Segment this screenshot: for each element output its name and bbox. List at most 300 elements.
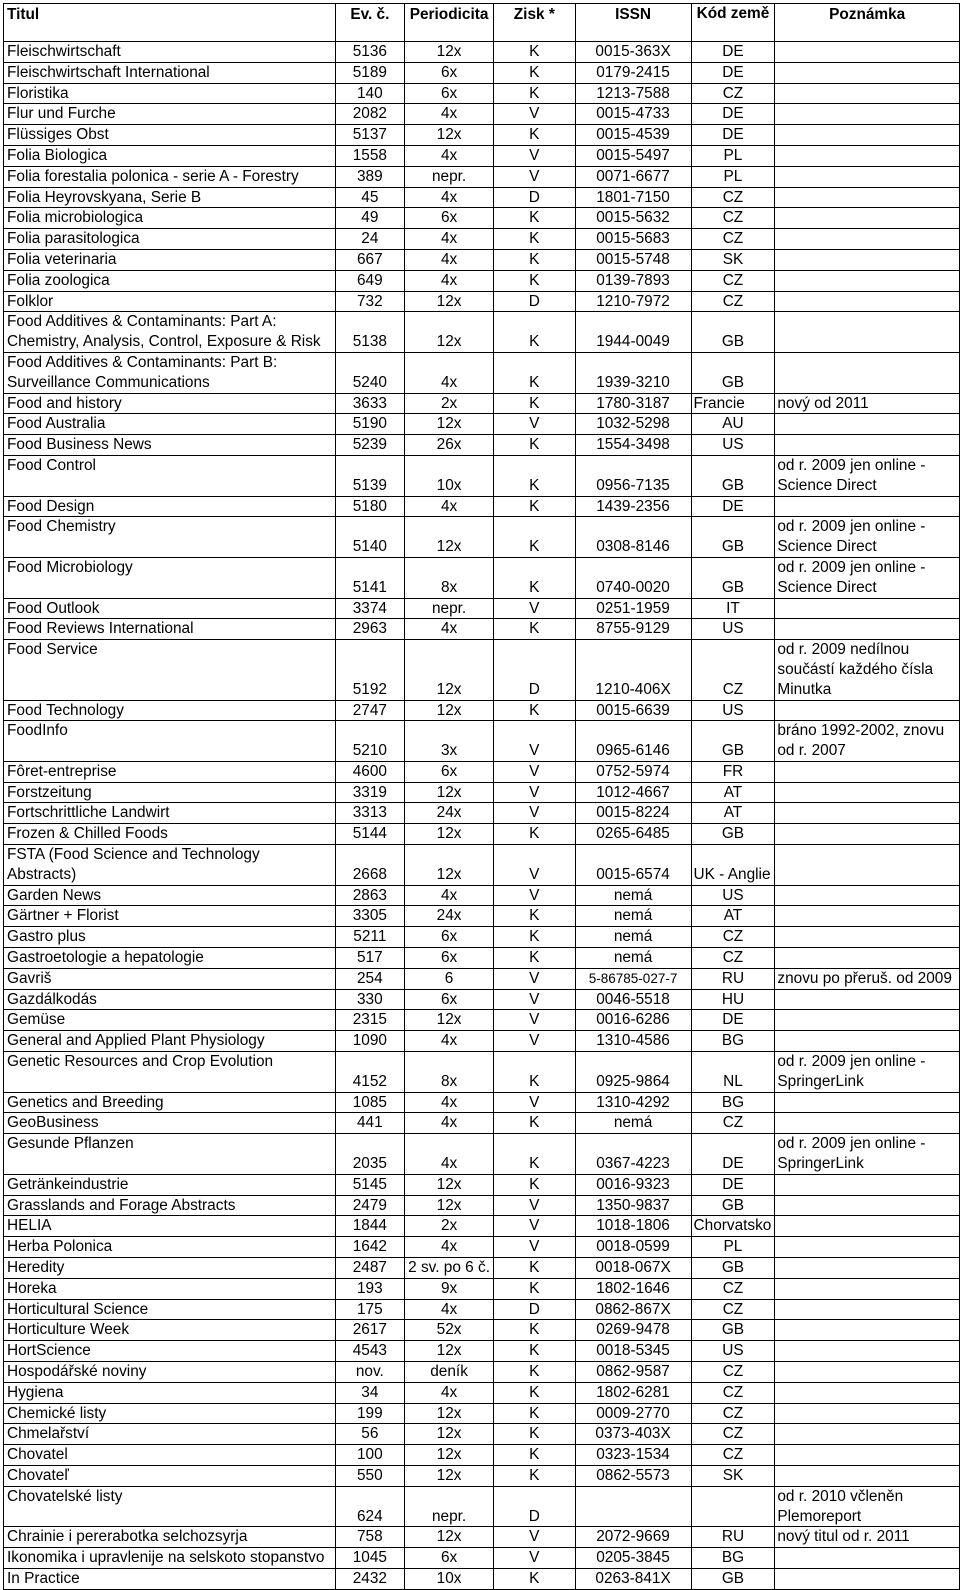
cell-note: [775, 782, 960, 803]
cell-title: Horeka: [4, 1278, 336, 1299]
table-row: [4, 761, 960, 782]
cell-country: US: [691, 619, 775, 640]
cell-note: [775, 496, 960, 517]
table-row: [4, 1278, 960, 1299]
cell-issn: 0308-8146: [575, 517, 691, 558]
table-row: [4, 1486, 960, 1527]
cell-country: US: [691, 700, 775, 721]
cell-country: CZ: [691, 1445, 775, 1466]
cell-country: DE: [691, 1174, 775, 1195]
cell-ev: 2479: [335, 1195, 405, 1216]
cell-ev: 5136: [335, 42, 405, 63]
cell-frequency: 12x: [405, 1465, 494, 1486]
cell-country: US: [691, 1341, 775, 1362]
cell-frequency: 4x: [405, 885, 494, 906]
cell-country: US: [691, 435, 775, 456]
cell-ev: 624: [335, 1486, 405, 1527]
cell-title: Chrainie i pererabotka selchozsyrja: [4, 1527, 336, 1548]
cell-country: AT: [691, 782, 775, 803]
cell-acquisition: V: [494, 761, 576, 782]
cell-frequency: 4x: [405, 270, 494, 291]
cell-country: GB: [691, 721, 775, 762]
cell-frequency: 6: [405, 968, 494, 989]
cell-acquisition: K: [494, 1320, 576, 1341]
cell-issn: 1210-7972: [575, 291, 691, 312]
cell-country: CZ: [691, 927, 775, 948]
cell-acquisition: K: [494, 455, 576, 496]
cell-issn: 1802-6281: [575, 1382, 691, 1403]
cell-note: [775, 291, 960, 312]
cell-title: Folia veterinaria: [4, 249, 336, 270]
table-row: [4, 1424, 960, 1445]
cell-country: GB: [691, 557, 775, 598]
cell-frequency: 4x: [405, 619, 494, 640]
cell-country: FR: [691, 761, 775, 782]
cell-note: [775, 1403, 960, 1424]
cell-issn: nemá: [575, 948, 691, 969]
cell-frequency: 24x: [405, 906, 494, 927]
cell-acquisition: V: [494, 989, 576, 1010]
cell-note: [775, 145, 960, 166]
cell-issn: 1213-7588: [575, 83, 691, 104]
cell-note: [775, 312, 960, 353]
cell-note: od r. 2009 jen online - SpringerLink: [775, 1134, 960, 1175]
table-row: [4, 1362, 960, 1383]
cell-issn: 0018-5345: [575, 1341, 691, 1362]
cell-frequency: 4x: [405, 1031, 494, 1052]
cell-acquisition: K: [494, 948, 576, 969]
cell-ev: 2082: [335, 104, 405, 125]
table-row: [4, 291, 960, 312]
cell-acquisition: K: [494, 1113, 576, 1134]
cell-frequency: 6x: [405, 761, 494, 782]
cell-ev: 4152: [335, 1052, 405, 1093]
cell-country: CZ: [691, 187, 775, 208]
cell-acquisition: V: [494, 1548, 576, 1569]
cell-ev: 2035: [335, 1134, 405, 1175]
cell-issn: 0071-6677: [575, 166, 691, 187]
cell-ev: 5190: [335, 414, 405, 435]
cell-ev: 2747: [335, 700, 405, 721]
cell-note: [775, 1195, 960, 1216]
cell-title: Fleischwirtschaft: [4, 42, 336, 63]
cell-note: [775, 1424, 960, 1445]
cell-note: [775, 598, 960, 619]
cell-country: Francie: [691, 393, 775, 414]
cell-acquisition: K: [494, 1403, 576, 1424]
cell-issn: 0018-067X: [575, 1258, 691, 1279]
cell-ev: 5240: [335, 352, 405, 393]
header-title: Titul: [4, 4, 336, 42]
cell-ev: 34: [335, 1382, 405, 1403]
cell-frequency: 12x: [405, 1341, 494, 1362]
cell-country: CZ: [691, 1424, 775, 1445]
cell-title: Fleischwirtschaft International: [4, 62, 336, 83]
cell-issn: 0015-4539: [575, 125, 691, 146]
cell-country: CZ: [691, 229, 775, 250]
cell-country: GB: [691, 1320, 775, 1341]
cell-note: [775, 1113, 960, 1134]
table-row: [4, 496, 960, 517]
cell-issn: 0373-403X: [575, 1424, 691, 1445]
cell-issn: 0367-4223: [575, 1134, 691, 1175]
cell-frequency: 4x: [405, 1299, 494, 1320]
cell-note: [775, 1258, 960, 1279]
cell-acquisition: V: [494, 145, 576, 166]
header-row: [4, 4, 960, 42]
cell-frequency: 4x: [405, 104, 494, 125]
header-country-code: Kód země: [691, 4, 775, 42]
cell-frequency: 12x: [405, 414, 494, 435]
cell-country: CZ: [691, 1362, 775, 1383]
cell-acquisition: K: [494, 906, 576, 927]
table-row: [4, 824, 960, 845]
cell-note: [775, 1362, 960, 1383]
cell-frequency: 4x: [405, 187, 494, 208]
header-frequency: Periodicita: [405, 4, 494, 42]
cell-ev: 517: [335, 948, 405, 969]
cell-ev: 4600: [335, 761, 405, 782]
cell-frequency: 12x: [405, 640, 494, 700]
cell-issn: 0205-3845: [575, 1548, 691, 1569]
table-row: [4, 352, 960, 393]
table-row: [4, 1237, 960, 1258]
cell-country: PL: [691, 1237, 775, 1258]
cell-title: Food Business News: [4, 435, 336, 456]
table-row: [4, 1195, 960, 1216]
cell-country: GB: [691, 1568, 775, 1589]
cell-acquisition: K: [494, 927, 576, 948]
cell-ev: 2863: [335, 885, 405, 906]
cell-issn: 0015-5683: [575, 229, 691, 250]
cell-title: Horticulture Week: [4, 1320, 336, 1341]
table-row: [4, 1258, 960, 1279]
cell-country: GB: [691, 455, 775, 496]
cell-ev: 441: [335, 1113, 405, 1134]
cell-frequency: 12x: [405, 1010, 494, 1031]
cell-title: Forstzeitung: [4, 782, 336, 803]
cell-issn: 1310-4292: [575, 1092, 691, 1113]
cell-ev: 2315: [335, 1010, 405, 1031]
cell-frequency: 4x: [405, 1113, 494, 1134]
cell-country: GB: [691, 1195, 775, 1216]
cell-country: PL: [691, 166, 775, 187]
cell-ev: 1090: [335, 1031, 405, 1052]
cell-ev: 24: [335, 229, 405, 250]
cell-frequency: 12x: [405, 1403, 494, 1424]
cell-acquisition: V: [494, 782, 576, 803]
cell-title: HortScience: [4, 1341, 336, 1362]
cell-note: [775, 187, 960, 208]
cell-acquisition: K: [494, 496, 576, 517]
cell-ev: 254: [335, 968, 405, 989]
table-row: [4, 435, 960, 456]
cell-acquisition: V: [494, 721, 576, 762]
cell-acquisition: K: [494, 125, 576, 146]
cell-frequency: 6x: [405, 62, 494, 83]
cell-acquisition: V: [494, 414, 576, 435]
cell-title: Gärtner + Florist: [4, 906, 336, 927]
cell-acquisition: K: [494, 1258, 576, 1279]
cell-issn: 1350-9837: [575, 1195, 691, 1216]
header-ev: Ev. č.: [335, 4, 405, 42]
cell-acquisition: V: [494, 968, 576, 989]
cell-frequency: nepr.: [405, 1486, 494, 1527]
cell-issn: 5-86785-027-7: [575, 968, 691, 989]
table-row: [4, 948, 960, 969]
cell-title: Chovatelské listy: [4, 1486, 336, 1527]
cell-note: [775, 208, 960, 229]
cell-note: [775, 700, 960, 721]
cell-acquisition: K: [494, 1424, 576, 1445]
cell-issn: 0752-5974: [575, 761, 691, 782]
cell-acquisition: V: [494, 1092, 576, 1113]
table-row: [4, 270, 960, 291]
table-row: [4, 229, 960, 250]
cell-acquisition: D: [494, 1299, 576, 1320]
cell-note: [775, 1568, 960, 1589]
cell-ev: 1642: [335, 1237, 405, 1258]
cell-country: CZ: [691, 270, 775, 291]
cell-country: DE: [691, 42, 775, 63]
cell-issn: [575, 1486, 691, 1527]
cell-issn: 8755-9129: [575, 619, 691, 640]
cell-ev: 140: [335, 83, 405, 104]
cell-frequency: 12x: [405, 125, 494, 146]
cell-frequency: nepr.: [405, 598, 494, 619]
cell-frequency: 6x: [405, 927, 494, 948]
cell-title: Food Service: [4, 640, 336, 700]
cell-issn: 0015-6574: [575, 845, 691, 886]
cell-acquisition: K: [494, 393, 576, 414]
header-note: Poznámka: [775, 4, 960, 42]
cell-country: DE: [691, 496, 775, 517]
cell-note: [775, 845, 960, 886]
cell-country: RU: [691, 1527, 775, 1548]
cell-note: [775, 62, 960, 83]
table-row: [4, 1299, 960, 1320]
cell-title: Chovateľ: [4, 1465, 336, 1486]
cell-issn: nemá: [575, 1113, 691, 1134]
cell-ev: 56: [335, 1424, 405, 1445]
cell-ev: 5211: [335, 927, 405, 948]
cell-title: Folklor: [4, 291, 336, 312]
table-row: [4, 312, 960, 353]
cell-frequency: 9x: [405, 1278, 494, 1299]
cell-acquisition: D: [494, 640, 576, 700]
table-row: [4, 782, 960, 803]
cell-note: [775, 1548, 960, 1569]
table-row: [4, 700, 960, 721]
cell-acquisition: K: [494, 1134, 576, 1175]
cell-issn: 0323-1534: [575, 1445, 691, 1466]
cell-acquisition: K: [494, 270, 576, 291]
cell-acquisition: K: [494, 557, 576, 598]
cell-acquisition: D: [494, 291, 576, 312]
cell-title: Food Design: [4, 496, 336, 517]
cell-ev: 550: [335, 1465, 405, 1486]
cell-issn: 1939-3210: [575, 352, 691, 393]
cell-issn: 0265-6485: [575, 824, 691, 845]
table-row: [4, 989, 960, 1010]
cell-frequency: 4x: [405, 1092, 494, 1113]
cell-frequency: 12x: [405, 42, 494, 63]
cell-note: [775, 42, 960, 63]
header-issn: ISSN: [575, 4, 691, 42]
cell-note: [775, 1278, 960, 1299]
cell-country: DE: [691, 125, 775, 146]
cell-title: Chemické listy: [4, 1403, 336, 1424]
cell-country: AU: [691, 414, 775, 435]
table-row: [4, 1092, 960, 1113]
cell-ev: 5141: [335, 557, 405, 598]
cell-frequency: 2x: [405, 393, 494, 414]
cell-issn: 1210-406X: [575, 640, 691, 700]
cell-title: Gastro plus: [4, 927, 336, 948]
cell-frequency: 12x: [405, 845, 494, 886]
table-row: [4, 187, 960, 208]
cell-frequency: 4x: [405, 352, 494, 393]
cell-note: [775, 1320, 960, 1341]
cell-country: BG: [691, 1092, 775, 1113]
cell-country: GB: [691, 517, 775, 558]
cell-ev: 4543: [335, 1341, 405, 1362]
table-row: [4, 885, 960, 906]
cell-country: IT: [691, 598, 775, 619]
cell-frequency: 12x: [405, 517, 494, 558]
cell-acquisition: K: [494, 517, 576, 558]
cell-ev: 1045: [335, 1548, 405, 1569]
cell-frequency: 24x: [405, 803, 494, 824]
cell-note: [775, 803, 960, 824]
cell-note: od r. 2009 jen online - Science Direct: [775, 517, 960, 558]
cell-acquisition: K: [494, 312, 576, 353]
cell-title: Gastroetologie a hepatologie: [4, 948, 336, 969]
cell-note: [775, 435, 960, 456]
cell-frequency: 12x: [405, 1527, 494, 1548]
table-row: [4, 1403, 960, 1424]
cell-note: [775, 1465, 960, 1486]
cell-title: Gemüse: [4, 1010, 336, 1031]
table-row: [4, 414, 960, 435]
cell-ev: 3305: [335, 906, 405, 927]
cell-title: Food Control: [4, 455, 336, 496]
cell-title: Genetics and Breeding: [4, 1092, 336, 1113]
cell-country: CZ: [691, 291, 775, 312]
cell-issn: 1012-4667: [575, 782, 691, 803]
cell-issn: 2072-9669: [575, 1527, 691, 1548]
header-acquisition: Zisk *: [494, 4, 576, 42]
cell-ev: 2432: [335, 1568, 405, 1589]
cell-frequency: 6x: [405, 208, 494, 229]
cell-acquisition: K: [494, 1465, 576, 1486]
cell-note: [775, 83, 960, 104]
table-row: [4, 1052, 960, 1093]
cell-ev: 2668: [335, 845, 405, 886]
table-row: [4, 1527, 960, 1548]
cell-note: od r. 2009 nedílnou součástí každého čísla Minutka: [775, 640, 960, 700]
cell-issn: 1554-3498: [575, 435, 691, 456]
cell-ev: 49: [335, 208, 405, 229]
cell-note: [775, 989, 960, 1010]
cell-issn: 1032-5298: [575, 414, 691, 435]
table-row: [4, 1341, 960, 1362]
cell-frequency: 4x: [405, 1237, 494, 1258]
cell-title: Food Chemistry: [4, 517, 336, 558]
cell-title: Gazdálkodás: [4, 989, 336, 1010]
cell-frequency: 12x: [405, 824, 494, 845]
cell-title: GeoBusiness: [4, 1113, 336, 1134]
cell-title: Ikonomika i upravlenije na selskoto stopanstvo: [4, 1548, 336, 1569]
cell-frequency: 4x: [405, 145, 494, 166]
cell-note: [775, 1445, 960, 1466]
cell-note: [775, 948, 960, 969]
cell-frequency: 4x: [405, 229, 494, 250]
cell-frequency: 12x: [405, 782, 494, 803]
table-row: [4, 557, 960, 598]
cell-acquisition: V: [494, 598, 576, 619]
cell-note: bráno 1992-2002, znovu od r. 2007: [775, 721, 960, 762]
cell-note: [775, 1382, 960, 1403]
cell-title: Chovatel: [4, 1445, 336, 1466]
cell-ev: 5145: [335, 1174, 405, 1195]
cell-acquisition: K: [494, 352, 576, 393]
cell-issn: 0740-0020: [575, 557, 691, 598]
cell-ev: 389: [335, 166, 405, 187]
cell-note: od r. 2009 jen online - SpringerLink: [775, 1052, 960, 1093]
cell-ev: 100: [335, 1445, 405, 1466]
cell-ev: 5210: [335, 721, 405, 762]
table-row: [4, 1445, 960, 1466]
cell-country: CZ: [691, 83, 775, 104]
cell-country: GB: [691, 824, 775, 845]
cell-issn: 1439-2356: [575, 496, 691, 517]
cell-title: Folia forestalia polonica - serie A - Forestry: [4, 166, 336, 187]
cell-country: NL: [691, 1052, 775, 1093]
table-row: [4, 1113, 960, 1134]
cell-issn: 1802-1646: [575, 1278, 691, 1299]
cell-note: [775, 1031, 960, 1052]
journal-table: [3, 3, 960, 1590]
cell-frequency: 8x: [405, 557, 494, 598]
cell-note: [775, 270, 960, 291]
cell-frequency: 12x: [405, 291, 494, 312]
cell-frequency: 6x: [405, 948, 494, 969]
cell-ev: 5140: [335, 517, 405, 558]
cell-title: Hygiena: [4, 1382, 336, 1403]
cell-note: od r. 2009 jen online - Science Direct: [775, 557, 960, 598]
cell-ev: 3319: [335, 782, 405, 803]
cell-issn: 1310-4586: [575, 1031, 691, 1052]
cell-issn: 0862-867X: [575, 1299, 691, 1320]
cell-frequency: 12x: [405, 1195, 494, 1216]
cell-issn: nemá: [575, 927, 691, 948]
cell-frequency: 12x: [405, 700, 494, 721]
cell-note: [775, 1174, 960, 1195]
table-row: [4, 803, 960, 824]
cell-issn: 0015-6639: [575, 700, 691, 721]
cell-note: [775, 1092, 960, 1113]
table-row: [4, 640, 960, 700]
cell-title: Floristika: [4, 83, 336, 104]
cell-country: AT: [691, 803, 775, 824]
table-row: [4, 619, 960, 640]
cell-frequency: 4x: [405, 249, 494, 270]
cell-frequency: nepr.: [405, 166, 494, 187]
cell-note: [775, 1010, 960, 1031]
table-row: [4, 1548, 960, 1569]
table-row: [4, 968, 960, 989]
